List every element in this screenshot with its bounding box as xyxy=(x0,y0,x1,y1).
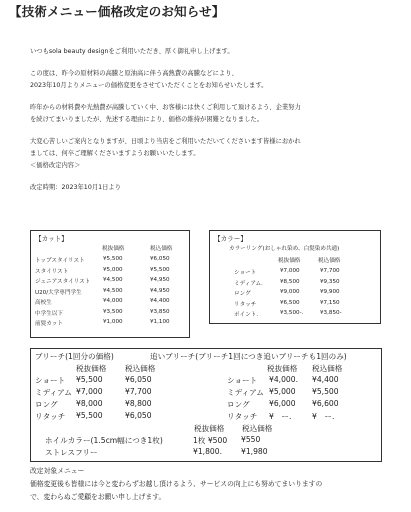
price-before-tax: ¥8,500 xyxy=(280,278,300,285)
price-revision-heading: ＜価格改定内容＞ xyxy=(30,162,81,169)
paragraph-1-line-2: 2023年10月よりメニューの価格変更をさせていただくことをお知らせいたします。 xyxy=(30,82,268,89)
cut-col-after-tax: 税込価格 xyxy=(150,246,173,252)
price-before-tax: ¥5,500 xyxy=(76,411,103,420)
color-col-after-tax: 税込価格 xyxy=(318,258,341,264)
price-after-tax: ¥4,400 xyxy=(312,375,339,384)
price-after-tax: ¥9,900 xyxy=(320,289,340,295)
option-col-after-tax: 税込価格 xyxy=(242,424,273,433)
menu-name: ポイント. xyxy=(234,312,259,318)
menu-name: リタッチ xyxy=(227,412,258,421)
menu-name: ミディアム xyxy=(227,388,264,397)
menu-name: ミディアム. xyxy=(234,280,263,287)
paragraph-2-line-1: 昨年からの材料費や光熱費が高騰していく中、お客様には快くご利用して頂けるよう、企業努力 xyxy=(30,104,301,111)
price-before-tax: ¥1,000 xyxy=(103,319,123,325)
notice-title: 【技術メニュー価格改定のお知らせ】 xyxy=(9,4,225,19)
price-before-tax: ¥7,000 xyxy=(280,268,300,274)
price-before-tax: ¥7,000 xyxy=(76,387,103,396)
menu-name: ジュニアスタイリスト xyxy=(35,279,91,285)
menu-name: ホイルカラー(1.5cm幅につき1枚) xyxy=(45,436,163,445)
price-before-tax: ¥9,000 xyxy=(280,289,300,295)
price-after-tax: ¥4,950 xyxy=(150,277,170,283)
price-before-tax: ¥ ー. xyxy=(269,412,292,421)
color-col-before-tax: 税抜価格 xyxy=(278,258,301,264)
color-section-title: 【カラー】 xyxy=(214,235,247,243)
price-before-tax: ¥5,000 xyxy=(269,387,296,396)
extra-bleach-section-title: 追いブリーチ(ブリーチ1回につき追いブリーチも1回のみ) xyxy=(150,352,347,361)
paragraph-2-line-2: を続けてまいりましたが、先述する理由により、価格の維持が困難となりました。 xyxy=(30,116,263,123)
menu-name: U20/大学専門学生 xyxy=(35,289,82,296)
price-after-tax: ¥1,980 xyxy=(241,447,268,456)
bleach-section-title: ブリーチ(1回分の価格) xyxy=(35,352,114,361)
paragraph-3-line-2: ましては、何卒ご理解くださいますようお願いいたします。 xyxy=(30,150,200,157)
option-col-before-tax: 税抜価格 xyxy=(194,424,225,433)
menu-name: ロング xyxy=(227,400,250,409)
price-after-tax: ¥7,700 xyxy=(320,268,340,274)
menu-name: ミディアム xyxy=(35,388,72,397)
menu-name: 中学生以下 xyxy=(35,310,63,317)
price-before-tax: ¥3,500-. xyxy=(280,310,304,316)
price-after-tax: ¥6,050 xyxy=(125,411,152,420)
price-before-tax: ¥5,000 xyxy=(103,266,123,273)
bleach-col-before-tax: 税抜価格 xyxy=(76,364,107,373)
menu-name: 前髪カット xyxy=(35,321,63,327)
price-before-tax: ¥6,500 xyxy=(280,299,300,306)
greeting-text: いつもsola beauty designをご利用いただき、厚く御礼申し上げます。 xyxy=(30,48,234,55)
price-after-tax: ¥5,500 xyxy=(150,266,170,273)
paragraph-3-line-1: 大変心苦しいご案内となりますが、日頃より当店をご利用いただいてくださいます皆様におかれ xyxy=(30,138,301,145)
revision-date: 改定時期：2023年10月1日より xyxy=(30,184,122,191)
price-after-tax: ¥6,050 xyxy=(150,256,170,262)
price-after-tax: ¥3,850- xyxy=(320,310,342,316)
menu-name: リタッチ xyxy=(234,301,257,308)
menu-name: ロング xyxy=(234,291,251,297)
footer-line-1: 改定対象メニュー xyxy=(30,467,85,475)
menu-name: リタッチ xyxy=(35,412,66,421)
price-after-tax: ¥8,800 xyxy=(125,399,152,408)
price-before-tax: 1枚 ¥500 xyxy=(193,436,228,445)
price-after-tax: ¥7,150 xyxy=(320,299,340,306)
cut-section-title: 【カット】 xyxy=(35,235,68,243)
extra-bleach-col-before-tax: 税抜価格 xyxy=(267,364,298,373)
price-before-tax: ¥8,000 xyxy=(76,399,103,408)
price-after-tax: ¥7,700 xyxy=(125,387,152,396)
menu-name: 高校生 xyxy=(35,300,52,306)
menu-name: ショート xyxy=(234,270,257,276)
menu-name: ショート xyxy=(227,376,258,385)
price-after-tax: ¥550 xyxy=(241,435,261,444)
menu-name: スタイリスト xyxy=(35,268,69,275)
price-before-tax: ¥3,500 xyxy=(103,308,123,315)
price-before-tax: ¥4,500 xyxy=(103,277,123,283)
color-subtitle: カラーリング(おしゃれ染め、白髪染め共通) xyxy=(229,246,340,252)
price-after-tax: ¥6,600 xyxy=(312,399,339,408)
price-before-tax: ¥1,800. xyxy=(193,447,222,456)
footer-line-2: 価格変更後も皆様には今と変わらずお越し頂けるよう、サービスの向上にも努めてまいりますの xyxy=(30,480,323,488)
price-after-tax: ¥4,400 xyxy=(150,298,170,304)
extra-bleach-col-after-tax: 税込価格 xyxy=(312,364,343,373)
cut-col-before-tax: 税抜価格 xyxy=(102,246,125,252)
paragraph-1-line-1: この度は、昨今の原材料の高騰と原油高に伴う高熱費の高騰などにより、 xyxy=(30,70,238,77)
price-after-tax: ¥5,500 xyxy=(312,387,339,396)
price-after-tax: ¥1,100 xyxy=(150,319,170,325)
menu-name: ロング xyxy=(35,400,58,409)
price-after-tax: ¥4,950 xyxy=(150,287,170,294)
price-before-tax: ¥4,000 xyxy=(103,298,123,304)
price-after-tax: ¥6,050 xyxy=(125,375,152,384)
bleach-col-after-tax: 税込価格 xyxy=(125,364,156,373)
price-after-tax: ¥9,350 xyxy=(320,278,340,285)
price-after-tax: ¥3,850 xyxy=(150,308,170,315)
price-after-tax: ¥ ー. xyxy=(312,412,335,421)
price-before-tax: ¥4,500 xyxy=(103,287,123,294)
menu-name: トップスタイリスト xyxy=(35,258,85,264)
price-before-tax: ¥5,500 xyxy=(103,256,123,262)
price-before-tax: ¥5,500 xyxy=(76,375,103,384)
price-before-tax: ¥4,000. xyxy=(269,375,298,384)
menu-name: ストレスフリー xyxy=(45,448,98,457)
price-before-tax: ¥6,000 xyxy=(269,399,296,408)
menu-name: ショート xyxy=(35,376,66,385)
footer-line-3: で、変わらぬご愛顧をお願い申し上げます。 xyxy=(30,493,166,501)
